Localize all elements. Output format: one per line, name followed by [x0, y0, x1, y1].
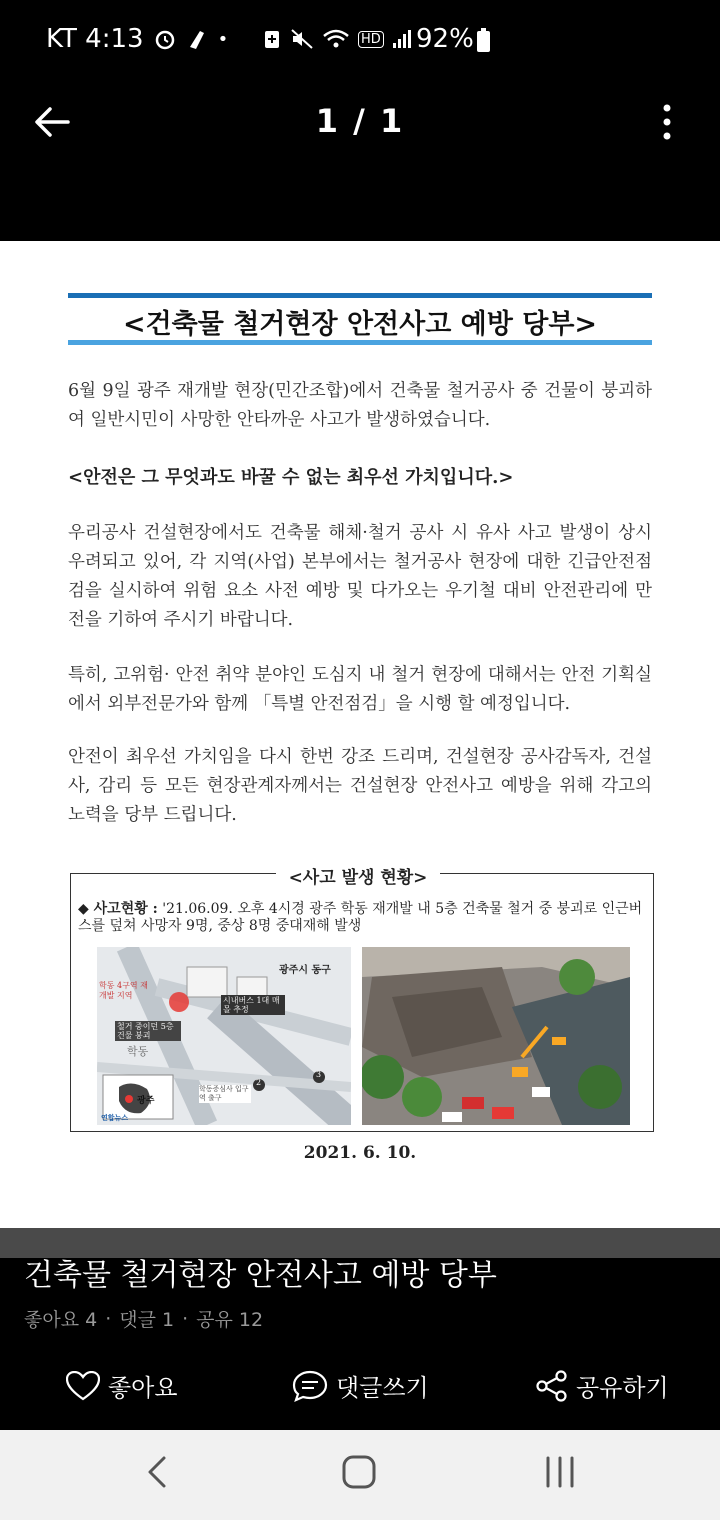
- incident-map: [97, 947, 351, 1125]
- shares-count: 공유 12: [196, 1309, 264, 1331]
- post-title: 건축물 철거현장 안전사고 예방 당부: [24, 1258, 497, 1293]
- hd-badge: HD: [358, 31, 384, 48]
- battery-percent: 92%: [416, 24, 474, 54]
- system-nav-bar: [0, 1430, 720, 1520]
- stats-separator: ·: [105, 1307, 112, 1330]
- page-counter: 1 / 1: [315, 102, 405, 140]
- stats-separator: ·: [182, 1307, 189, 1330]
- doc-subheading: <안전은 그 무엇과도 바꿀 수 없는 최우선 가치입니다.>: [68, 467, 514, 488]
- post-stats: [24, 1305, 263, 1332]
- battery-saver-icon: [262, 28, 282, 50]
- comment-icon: [292, 1370, 328, 1402]
- incident-photo: [362, 947, 630, 1125]
- mute-icon: [290, 28, 314, 50]
- nav-home-icon[interactable]: [342, 1454, 376, 1490]
- doc-title-banner: [68, 293, 652, 343]
- incident-box-title: <사고 발생 현황>: [276, 863, 440, 885]
- comments-count: 댓글 1: [119, 1309, 175, 1331]
- status-left: [46, 24, 228, 54]
- map-label-district: 광주시 동구: [279, 965, 331, 976]
- map-label-station: 학동증심사 입구역 출구: [199, 1085, 251, 1103]
- doc-paragraph-1: 6월 9일 광주 재개발 현장(민간조합)에서 건축물 철거공사 중 건물이 붕괴하여 일반시민이 사망한 안타까운 사고가 발생하였습니다.: [68, 381, 652, 430]
- map-label-building: 철거 중이던 5층 건물 붕괴: [115, 1021, 181, 1041]
- like-button[interactable]: [66, 1368, 178, 1403]
- map-label-bus: 시내버스 1대 매몰 추정: [221, 995, 285, 1015]
- status-icons: [262, 28, 412, 50]
- doc-paragraph-3: 특히, 고위험· 안전 취약 분야인 도심지 내 철거 현장에 대해서는 안전 기획실에서 외부전문가와 함께 「특별 안전점검」을 시행 할 예정입니다.: [68, 665, 652, 714]
- comment-button[interactable]: [292, 1368, 429, 1403]
- share-button[interactable]: [536, 1368, 669, 1403]
- app-notification-icon: [186, 27, 208, 51]
- doc-title: <건축물 철거현장 안전사고 예방 당부>: [122, 309, 598, 340]
- title-rule-top: [68, 293, 652, 298]
- heart-icon: [66, 1371, 100, 1401]
- map-label-num2: 2: [256, 1078, 262, 1087]
- nav-recents-icon[interactable]: [544, 1454, 576, 1490]
- map-label-num3: 3: [316, 1070, 322, 1079]
- dot-icon: •: [217, 28, 229, 50]
- incident-text: '21.06.09. 오후 4시경 광주 학동 재개발 내 5층 건축물 철거 중 붕괴로 인근버스를 덮쳐 사망자 9명, 중상 8명 중대재해 발생: [78, 901, 643, 934]
- signal-icon: [392, 29, 412, 49]
- likes-count: 좋아요 4: [24, 1309, 98, 1331]
- collapse-photo: [362, 947, 630, 1125]
- battery-icon: [477, 31, 490, 52]
- incident-label: ◆ 사고현황 :: [78, 901, 158, 917]
- doc-paragraph-2: 우리공사 건설현장에서도 건축물 해체·철거 공사 시 유사 사고 발생이 상시 우려되고 있어, 각 지역(사업) 본부에서는 철거공사 현장에 대한 긴급안전점검을 실시하여 위험 요소 사전 예방 및 다가오는 우기철 대비 안전관리에 만전을 기하여 주시기 바랍니다.: [68, 523, 652, 630]
- alarm-icon: [154, 28, 176, 50]
- title-rule-bottom: [68, 340, 652, 345]
- action-bar: [0, 1360, 720, 1420]
- map-label-site: 학동 4구역 재개발 지역: [99, 981, 148, 1000]
- carrier-time: KT 4:13: [46, 24, 144, 54]
- share-icon: [536, 1370, 568, 1402]
- share-label: 공유하기: [576, 1374, 669, 1402]
- doc-paragraph-4: 안전이 최우선 가치임을 다시 한번 강조 드리며, 건설현장 공사감독자, 건설사, 감리 등 모든 현장관계자께서는 건설현장 안전사고 예방을 위해 각고의 노력을 당부 드립니다.: [68, 747, 652, 825]
- document-image[interactable]: [0, 241, 720, 1228]
- more-options-icon[interactable]: [656, 104, 678, 140]
- incident-summary: [78, 901, 646, 935]
- map-label-hakdong: 학동: [127, 1045, 149, 1058]
- wifi-icon: [322, 28, 350, 50]
- doc-date: 2021. 6. 10.: [303, 1143, 417, 1163]
- comment-label: 댓글쓰기: [336, 1374, 429, 1402]
- status-bar: [0, 0, 720, 84]
- map-source-logo: 연합뉴스: [101, 1113, 129, 1122]
- like-label: 좋아요: [108, 1374, 178, 1402]
- nav-back-icon[interactable]: [146, 1454, 168, 1490]
- map-label-city: 광주: [137, 1096, 155, 1106]
